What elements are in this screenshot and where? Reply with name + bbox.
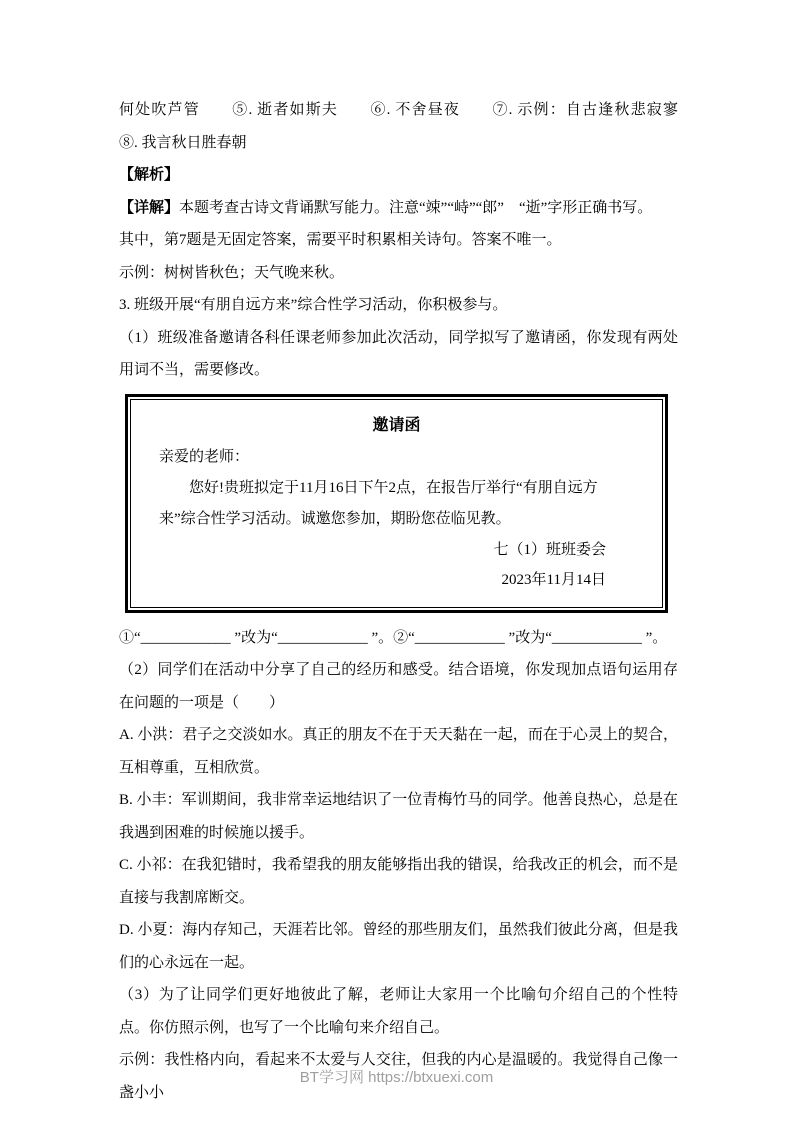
invitation-body: 您好!贵班拟定于11月16日下午2点，在报告厅举行“有朋自远方来”综合性学习活动。诚邀您参加，期盼您莅临见教。 — [159, 479, 598, 527]
site-link[interactable]: BT学习网 https://btxuexi.com — [299, 1069, 494, 1086]
document-body — [119, 94, 709, 1109]
footer — [0, 1066, 793, 1087]
invitation-card — [125, 394, 668, 613]
analysis-heading: 【解析】 — [119, 167, 180, 183]
option-a: A. 小洪：君子之交淡如水。真正的朋友不在于天天黏在一起，而在于心灵上的契合，互相尊重，互相欣赏。 — [119, 727, 678, 776]
question-3-part1: （1）班级准备邀请各科任课老师参加此次活动，同学拟写了邀请函，你发现有两处用词不当，需要修改。 — [119, 329, 678, 378]
invitation-signature: 七（1）班班委会 — [493, 541, 606, 558]
invitation-date: 2023年11月14日 — [501, 571, 606, 588]
option-b: B. 小丰：军训期间，我非常幸运地结识了一位青梅竹马的同学。他善良热心，总是在我遇到困难的时候施以援手。 — [119, 792, 678, 841]
example-sentence: 示例：我性格内向，看起来不太爱与人交往，但我的内心是温暖的。我觉得自己像一盏小小 — [119, 1052, 678, 1101]
fill-blank-line: ①“____________ ”改为“____________ ”。②“____________ ”改为“____________ ”。 — [119, 629, 668, 646]
answer-line: 何处吹芦管 ⑤. 逝者如斯夫 ⑥. 不舍昼夜 ⑦. 示例：自古逢秋悲寂寥 ⑧. 我言秋日胜春朝 — [119, 102, 709, 151]
invitation-card-inner — [130, 399, 663, 608]
question-3-part3: （3）为了让同学们更好地彼此了解，老师让大家用一个比喻句介绍自己的个性特点。你仿照示例，也写了一个比喻句来介绍自己。 — [119, 987, 678, 1036]
question-3-intro: 3. 班级开展“有朋自远方来”综合性学习活动，你积极参与。 — [119, 297, 508, 313]
explanation-paragraph — [119, 192, 678, 225]
option-c: C. 小祁：在我犯错时，我希望我的朋友能够指出我的错误，给我改正的机会，而不是直接与我割席断交。 — [119, 857, 678, 906]
invitation-title: 邀请函 — [372, 416, 421, 434]
detail-text: 本题考查古诗文背诵默写能力。注意“竦”“峙”“郎” “逝”字形正确书写。 — [179, 199, 653, 216]
example-answer: 示例：树树皆秋色；天气晚来秋。 — [119, 264, 345, 281]
supplement-paragraph: 其中，第7题是无固定答案，需要平时积累相关诗句。答案不唯一。 — [119, 232, 562, 248]
detail-label: 【详解】 — [119, 199, 180, 216]
question-3-part2: （2）同学们在活动中分享了自己的经历和感受。结合语境，你发现加点语句运用存在问题的一项是（ ） — [119, 662, 678, 711]
invitation-salutation: 亲爱的老师： — [159, 448, 250, 465]
option-d: D. 小夏：海内存知己，天涯若比邻。曾经的那些朋友们，虽然我们彼此分离，但是我们的心永远在一起。 — [119, 922, 678, 971]
